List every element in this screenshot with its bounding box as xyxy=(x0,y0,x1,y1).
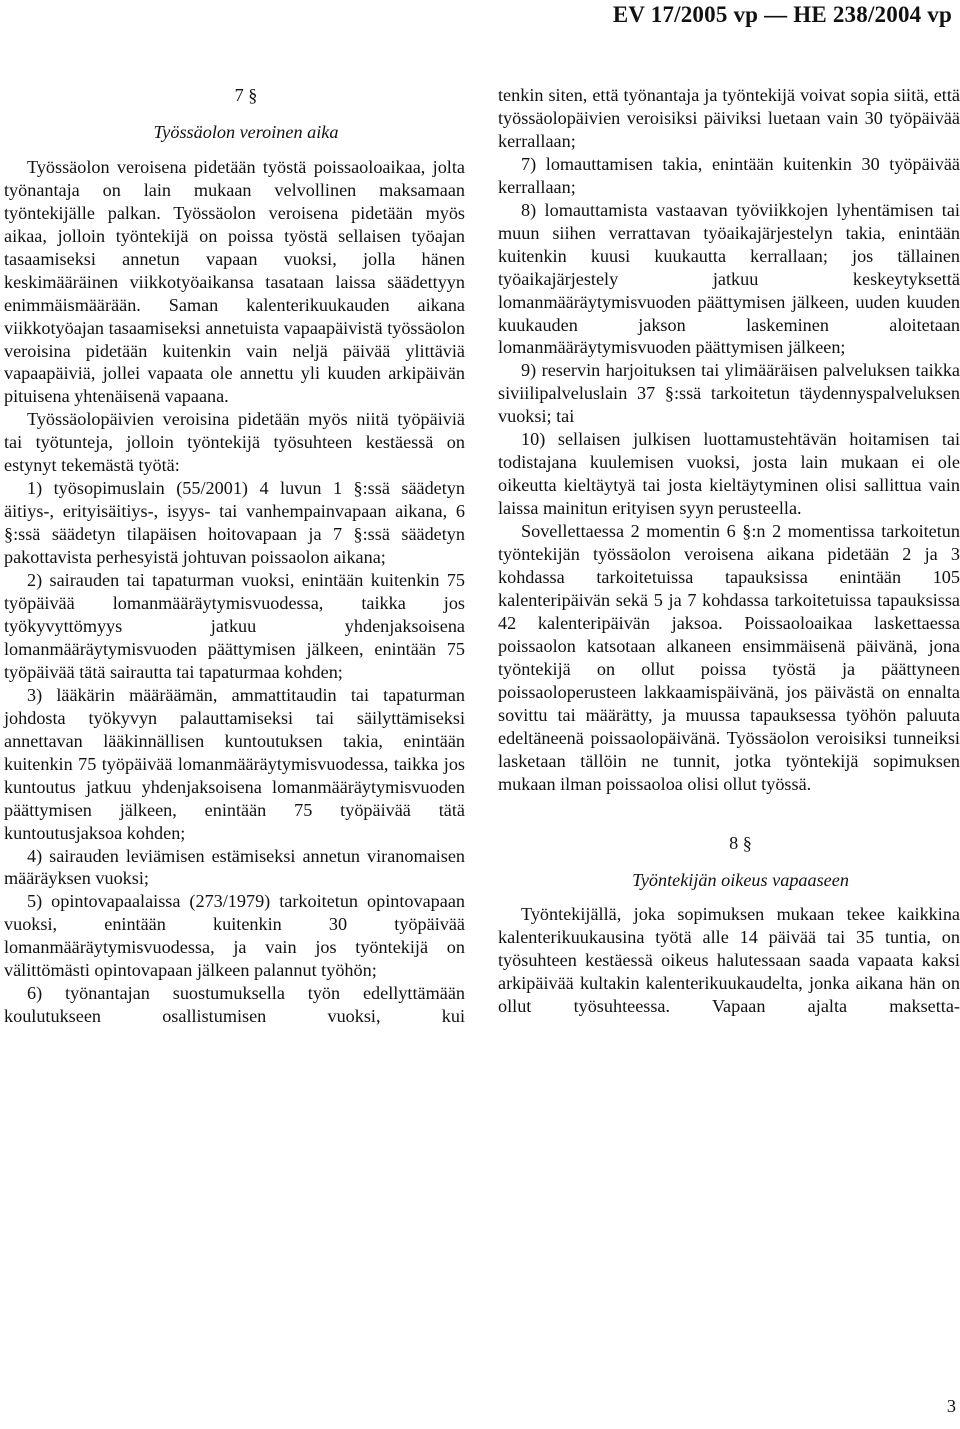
paragraph-continued: tenkin siten, että työnantaja ja työntekijä voivat sopia siitä, että työssäolopäivien veroisiksi päiviksi luetaan vain 30 työpäivää kerrallaan; xyxy=(498,85,960,151)
spacer xyxy=(4,107,465,121)
list-item: 4) sairauden leviämisen estämiseksi annetun viranomaisen määräyksen vuoksi; xyxy=(4,845,465,889)
running-header: EV 17/2005 vp — HE 238/2004 vp xyxy=(612,2,952,27)
list-item: 2) sairauden tai tapaturman vuoksi, enintään kuitenkin 75 työpäivää lomanmääräytymisvuodessa, taikka jos työkyvyttömyys jatkuu yhdenjaksoisena lomanmääräytymisvuoden päättymisen jälkeen, enintään 75 työpäivää tätä sairautta tai tapaturmaa kohden; xyxy=(4,570,465,682)
right-column xyxy=(498,84,960,1018)
section-number-7: 7 § xyxy=(234,85,258,105)
paragraph: Työssäolon veroisena pidetään työstä poissaoloaikaa, jolta työnantaja on lain mukaan velvollinen maksamaan työntekijälle palkan. Työssäolon veroisena pidetään myös aikaa, jolloin työntekijä on poissa työstä sellaisen työajan tasaamiseksi annetun vapaan vuoksi, jolla hänen keskimääräinen viikkotyöaikansa tasataan laissa säädettyyn enimmäismäärään. Saman kalenterikuukauden aikana viikkotyöajan tasaamiseksi annetuista vapaapäivistä työssäolon veroisina pidetään kuitenkin vain neljä päivää ylittäviä vapaapäiviä, jollei vapaata ole annettu yli kuuden arkipäivän pituisena yhtenäisenä vapaana. xyxy=(4,156,465,407)
section-title-7: Työssäolon veroinen aika xyxy=(153,121,339,142)
paragraph: Sovellettaessa 2 momentin 6 §:n 2 momentissa tarkoitetun työntekijän työssäolon veroisena aikana pidetään 2 ja 3 kohdassa tarkoitetuissa tapauksissa enintään 105 kalenteripäivän sekä 5 ja 7 kohdassa tarkoitetuissa tapauksissa 42 kalenteripäivän jaksoa. Poissaoloaikaa laskettaessa poissaolon katsotaan alkaneen ensimmäisenä päivänä, jona työntekijä on ollut poissa työstä ja päättyneen poissaoloperusteen lakkaamispäivänä, jos päivästä on ennalta sovittu tai määrätty, ja muussa tapauksessa työhön paluuta edeltäneenä poissaolopäivänä. Työssäolon veroisiksi tunneiksi lasketaan tällöin ne tunnit, jotka työntekijä sopimuksen mukaan ilman poissaoloa olisi ollut työssä. xyxy=(498,521,960,794)
list-item: 3) lääkärin määräämän, ammattitaudin tai tapaturman johdosta työkyvyn palauttamiseksi tai säilyttämiseksi annettavan lääkinnällisen kuntoutuksen takia, enintään kuitenkin 75 työpäivää lomanmääräytymisvuodessa, taikka jos kuntoutus jatkuu yhdenjaksoisena lomanmääräytymisvuoden päättymisen jälkeen, enintään 75 työpäivää tätä kuntoutusjaksoa kohden; xyxy=(4,684,465,843)
paragraph: Työntekijällä, joka sopimuksen mukaan tekee kaikkina kalenterikuukausina työtä alle 14 päivää tai 35 tuntia, on työsuhteen kestäessä oikeus halutessaan saada vapaata kaksi arkipäivää kultakin kalenterikuukaudelta, jonka aikana hän on ollut työsuhteessa. Vapaan ajalta maksetta- xyxy=(498,904,960,1017)
left-column xyxy=(4,84,465,1028)
section-number-8: 8 § xyxy=(729,832,752,853)
list-item: 8) lomauttamista vastaavan työviikkojen lyhentämisen tai muun siihen verrattavan työaikajärjestelyn takia, enintään kuitenkin kuusi kuukautta kerrallaan; jos tällainen työaikajärjestely jatkuu keskeytyksettä lomanmääräytymisvuoden päättymisen jälkeen, uuden kuuden kuukauden jakson laskeminen aloitetaan lomanmääräytymisvuoden päättymisen jälkeen; xyxy=(498,199,960,358)
spacer xyxy=(4,144,465,156)
spacer xyxy=(498,855,960,869)
list-item: 5) opintovapaalaissa (273/1979) tarkoitetun opintovapaan vuoksi, enintään kuitenkin 30 työpäivää lomanmääräytymisvuodessa, ja vain jos työntekijä on välittömästi opintovapaan jälkeen palannut työhön; xyxy=(4,891,465,981)
spacer xyxy=(498,891,960,903)
section-title-8: Työntekijän oikeus vapaaseen xyxy=(632,869,849,890)
list-item: 9) reservin harjoituksen tai ylimääräisen palveluksen taikka siviilipalveluslain 37 §:ssä tarkoitetun täydennyspalveluksen vuoksi; tai xyxy=(498,360,960,427)
list-item: 7) lomauttamisen takia, enintään kuitenkin 30 työpäivää kerrallaan; xyxy=(498,153,960,197)
spacer xyxy=(498,796,960,832)
page-number: 3 xyxy=(946,1396,956,1416)
paragraph: Työssäolopäivien veroisina pidetään myös niitä työpäiviä tai työtunteja, jolloin työntekijä työsuhteen kestäessä on estynyt tekemästä työtä: xyxy=(4,409,465,476)
list-item: 6) työnantajan suostumuksella työn edellyttämään koulutukseen osallistumisen vuoksi, kui xyxy=(4,983,465,1027)
list-item: 10) sellaisen julkisen luottamustehtävän hoitamisen tai todistajana kuulemisen vuoksi, josta lain mukaan ei ole oikeutta kieltäytyä tai josta kieltäytyminen olisi sallittua vain laissa mainitun erityisen syyn perusteella. xyxy=(498,429,960,519)
list-item: 1) työsopimuslain (55/2001) 4 luvun 1 §:ssä säädetyn äitiys-, erityisäitiys-, isyys- tai vanhempainvapaan aikana, 6 §:ssä säädetyn tilapäisen hoitovapaan ja 7 §:ssä säädetyn pakottavista perhesyistä johtuvan poissaolon aikana; xyxy=(4,478,465,568)
